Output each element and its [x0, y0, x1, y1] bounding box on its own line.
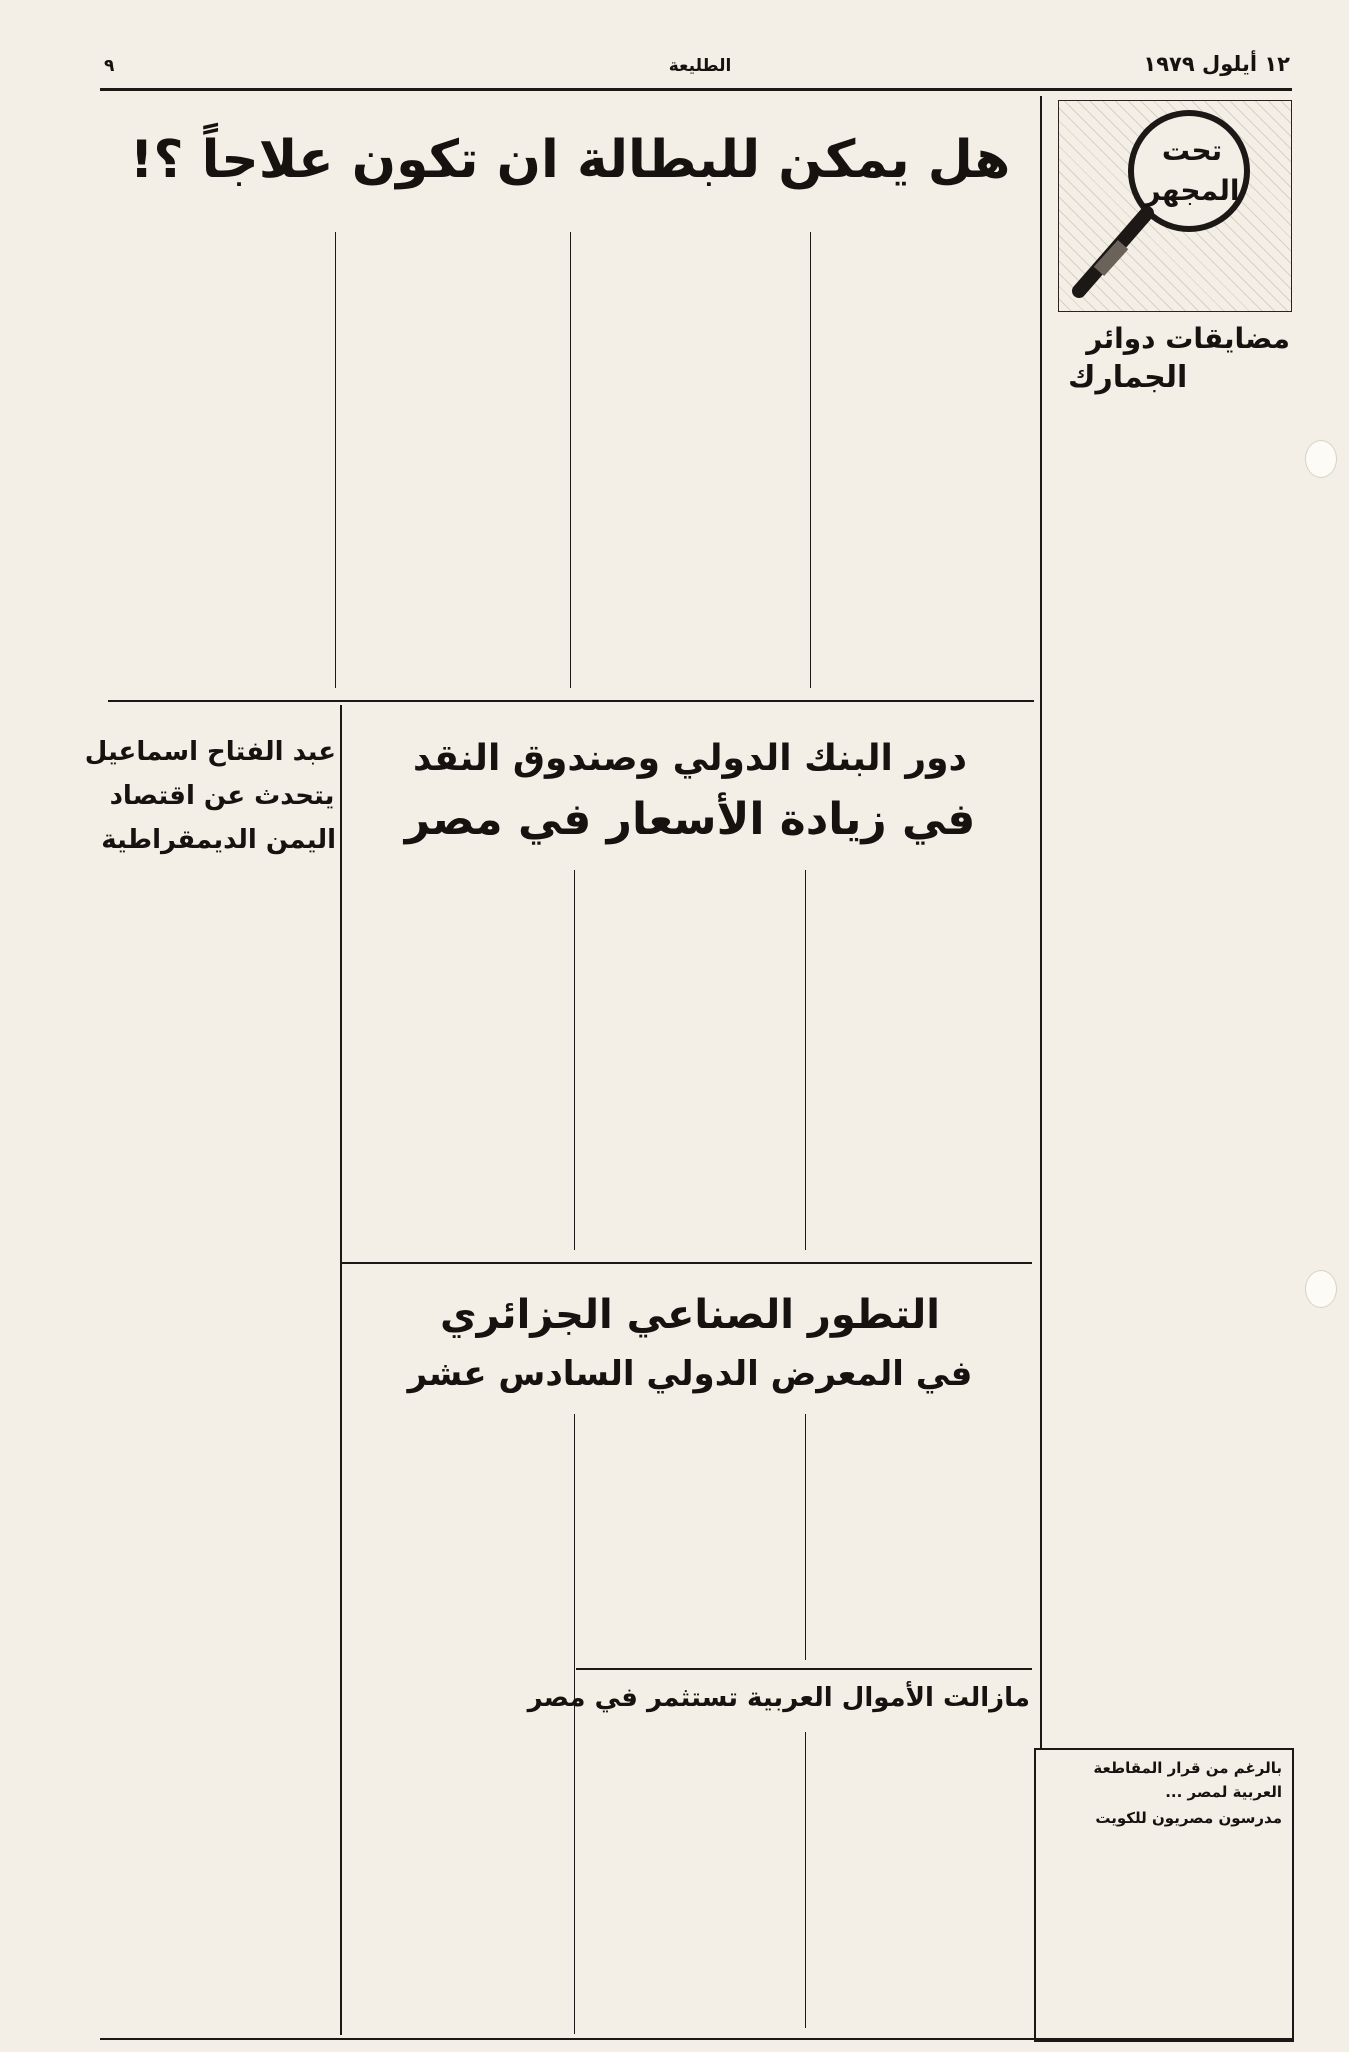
yemen-headline	[84, 730, 336, 862]
page-number: ٩	[104, 56, 115, 76]
imf-headline	[350, 730, 1030, 852]
column-logo-box	[1058, 100, 1292, 312]
imf-col-3	[350, 868, 565, 1254]
masthead-rule	[100, 88, 1292, 91]
arab-money-headline: مازالت الأموال العربية تستثمر في مصر	[527, 1683, 1030, 1713]
arab-money-col-2	[583, 1730, 798, 2030]
issue-date: ١٢ أيلول ١٩٧٩	[1143, 52, 1290, 76]
lead-col-1	[820, 230, 1030, 690]
algeria-headline-2: في المعرض الدولي السادس عشر	[407, 1354, 973, 1394]
imf-headline-1: دور البنك الدولي وصندوق النقد	[413, 738, 967, 779]
section-rule	[576, 1668, 1032, 1670]
imf-col-2	[583, 868, 798, 1254]
ad-title-2: مدرسون مصريون للكويت	[1095, 1809, 1282, 1827]
ad-title-1: بالرغم من قرار المقاطعة العربية لمصر ...	[1093, 1759, 1282, 1801]
algeria-headline	[350, 1284, 1030, 1402]
section-rule	[108, 700, 1034, 702]
lead-col-3	[345, 230, 560, 690]
binding-hole	[1305, 1270, 1337, 1308]
column-divider	[1040, 96, 1042, 1936]
column-title	[1058, 320, 1290, 398]
yemen-headline-1: عبد الفتاح اسماعيل	[84, 737, 336, 767]
binding-hole	[1305, 440, 1337, 478]
section-rule	[342, 1262, 1032, 1264]
masthead	[100, 50, 1290, 86]
column-divider	[340, 705, 342, 2035]
lead-col-4	[112, 230, 327, 690]
algeria-col-2	[583, 1412, 798, 1662]
column-title-line-1: مضايقات دوائر	[1086, 322, 1290, 355]
imf-headline-2: في زيادة الأسعار في مصر	[404, 794, 976, 845]
lead-headline: هل يمكن للبطالة ان تكون علاجاً ؟!	[129, 130, 1011, 190]
paper-name: الطليعة	[668, 56, 732, 76]
yemen-headline-3: اليمن الديمقراطية	[101, 825, 336, 855]
column-body	[1058, 408, 1290, 1848]
algeria-headline-1: التطور الصناعي الجزائري	[440, 1292, 940, 1338]
ad-body	[1036, 1832, 1292, 2022]
yemen-headline-2: يتحدث عن اقتصاد	[109, 781, 335, 811]
algeria-col-1	[815, 1412, 1030, 1662]
arab-money-col-1	[815, 1730, 1030, 2030]
ad-box	[1034, 1748, 1294, 2042]
yemen-body	[108, 880, 336, 2020]
imf-col-1	[815, 868, 1030, 1254]
lead-col-2	[580, 230, 800, 690]
column-logo: تحت المجهر	[1144, 134, 1240, 207]
column-title-line-2: الجمارك	[1068, 360, 1188, 395]
page-bottom-rule	[100, 2038, 1292, 2040]
